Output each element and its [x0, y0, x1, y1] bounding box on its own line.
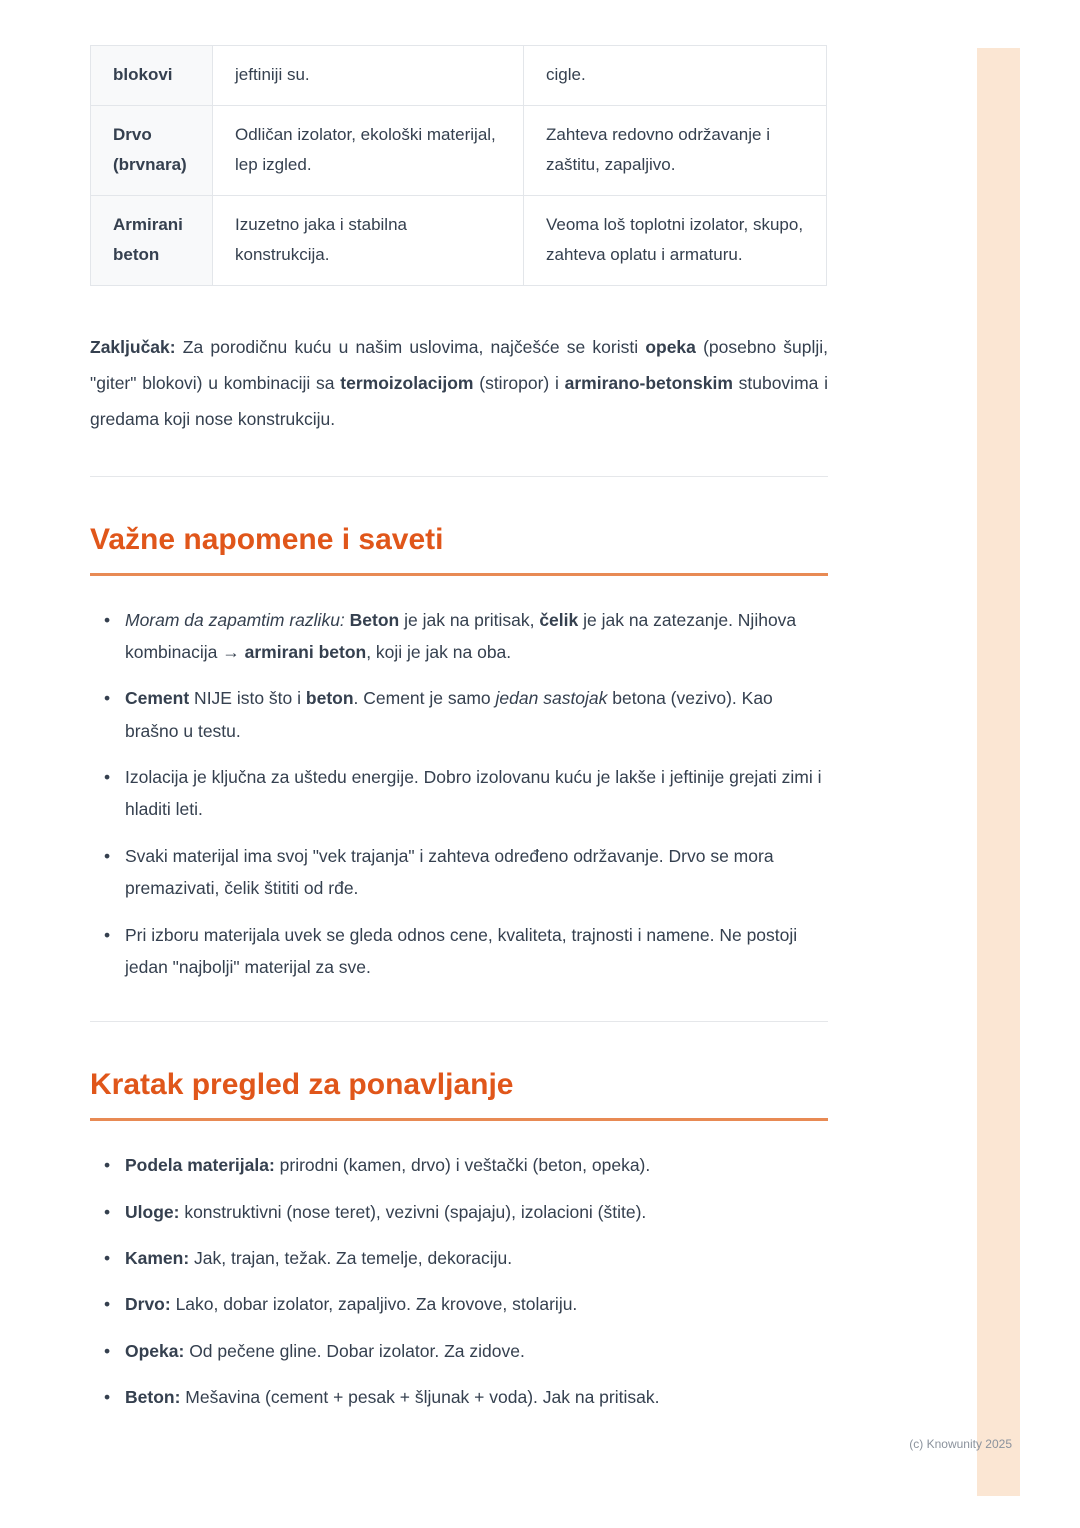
list-item-text: Beton: Mešavina (cement + pesak + šljunak + voda). Jak na pritisak.: [125, 1387, 660, 1408]
table-cell-pros: Odličan izolator, ekološki materijal, lep izgled.: [213, 105, 524, 195]
list-item: [90, 1242, 828, 1274]
list-item: [90, 604, 828, 669]
list-item-text: Uloge: konstruktivni (nose teret), vezivni (spajaju), izolacioni (štite).: [125, 1201, 647, 1222]
table-cell-pros: jeftiniji su.: [213, 46, 524, 106]
table-cell-material: blokovi: [91, 46, 213, 106]
list-item: [90, 1381, 828, 1413]
notes-list: [90, 604, 828, 984]
list-item: [90, 840, 828, 905]
section-title-notes: Važne napomene i saveti: [90, 523, 828, 576]
table-row: [91, 195, 827, 285]
footer-copyright: (c) Knowunity 2025: [909, 1437, 1012, 1451]
list-item-text: Pri izboru materijala uvek se gleda odnos cene, kvaliteta, trajnosti i namene. Ne postoji jedan "najbolji" materijal za sve.: [125, 924, 798, 977]
list-item-text: Svaki materijal ima svoj "vek trajanja" i zahteva određeno održavanje. Drvo se mora premazivati, čelik štititi od rđe.: [125, 845, 774, 899]
section-divider: [90, 1021, 828, 1022]
list-item: [90, 919, 828, 984]
list-item-text: Opeka: Od pečene gline. Dobar izolator. Za zidove.: [125, 1340, 525, 1361]
table-row: [91, 46, 827, 106]
list-item-text: Moram da zapamtim razliku: Beton je jak na pritisak, čelik je jak na zatezanje. Njihova kombinacija → armirani beton, koji je jak na oba.: [125, 609, 797, 662]
review-list: [90, 1149, 828, 1413]
table-cell-material: Armirani beton: [91, 195, 213, 285]
list-item-text: Drvo: Lako, dobar izolator, zapaljivo. Za krovove, stolariju.: [125, 1294, 578, 1315]
list-item: [90, 682, 828, 747]
list-item-text: Cement NIJE isto što i beton. Cement je samo jedan sastojak betona (vezivo). Kao brašno u testu.: [125, 688, 773, 741]
table-row: [91, 105, 827, 195]
section-title-review: Kratak pregled za ponavljanje: [90, 1068, 828, 1121]
section-divider: [90, 476, 828, 477]
table-cell-cons: Veoma loš toplotni izolator, skupo, zahteva oplatu i armaturu.: [524, 195, 827, 285]
list-item: [90, 1149, 828, 1181]
list-item-text: Kamen: Jak, trajan, težak. Za temelje, dekoraciju.: [125, 1248, 513, 1269]
list-item-text: Izolacija je ključna za uštedu energije. Dobro izolovanu kuću je lakše i jeftinije grejati zimi i hladiti leti.: [125, 767, 822, 820]
list-item: [90, 1196, 828, 1228]
table-cell-pros: Izuzetno jaka i stabilna konstrukcija.: [213, 195, 524, 285]
table-cell-material: Drvo (brvnara): [91, 105, 213, 195]
materials-comparison-table: [90, 45, 827, 286]
table-cell-cons: Zahteva redovno održavanje i zaštitu, zapaljivo.: [524, 105, 827, 195]
list-item-text: Podela materijala: prirodni (kamen, drvo) i veštački (beton, opeka).: [125, 1155, 651, 1176]
list-item: [90, 1335, 828, 1367]
list-item: [90, 761, 828, 826]
conclusion-paragraph: Zaključak: Za porodičnu kuću u našim uslovima, najčešće se koristi opeka (posebno šuplji, "giter" blokovi) u kombinaciji sa termoizolacijom (stiropor) i armirano-betonskim stubovima i gredama koji nose konstrukciju.: [90, 336, 829, 429]
list-item: [90, 1288, 828, 1320]
page-edge-stripe: [977, 48, 1020, 1496]
table-cell-cons: cigle.: [524, 46, 827, 106]
